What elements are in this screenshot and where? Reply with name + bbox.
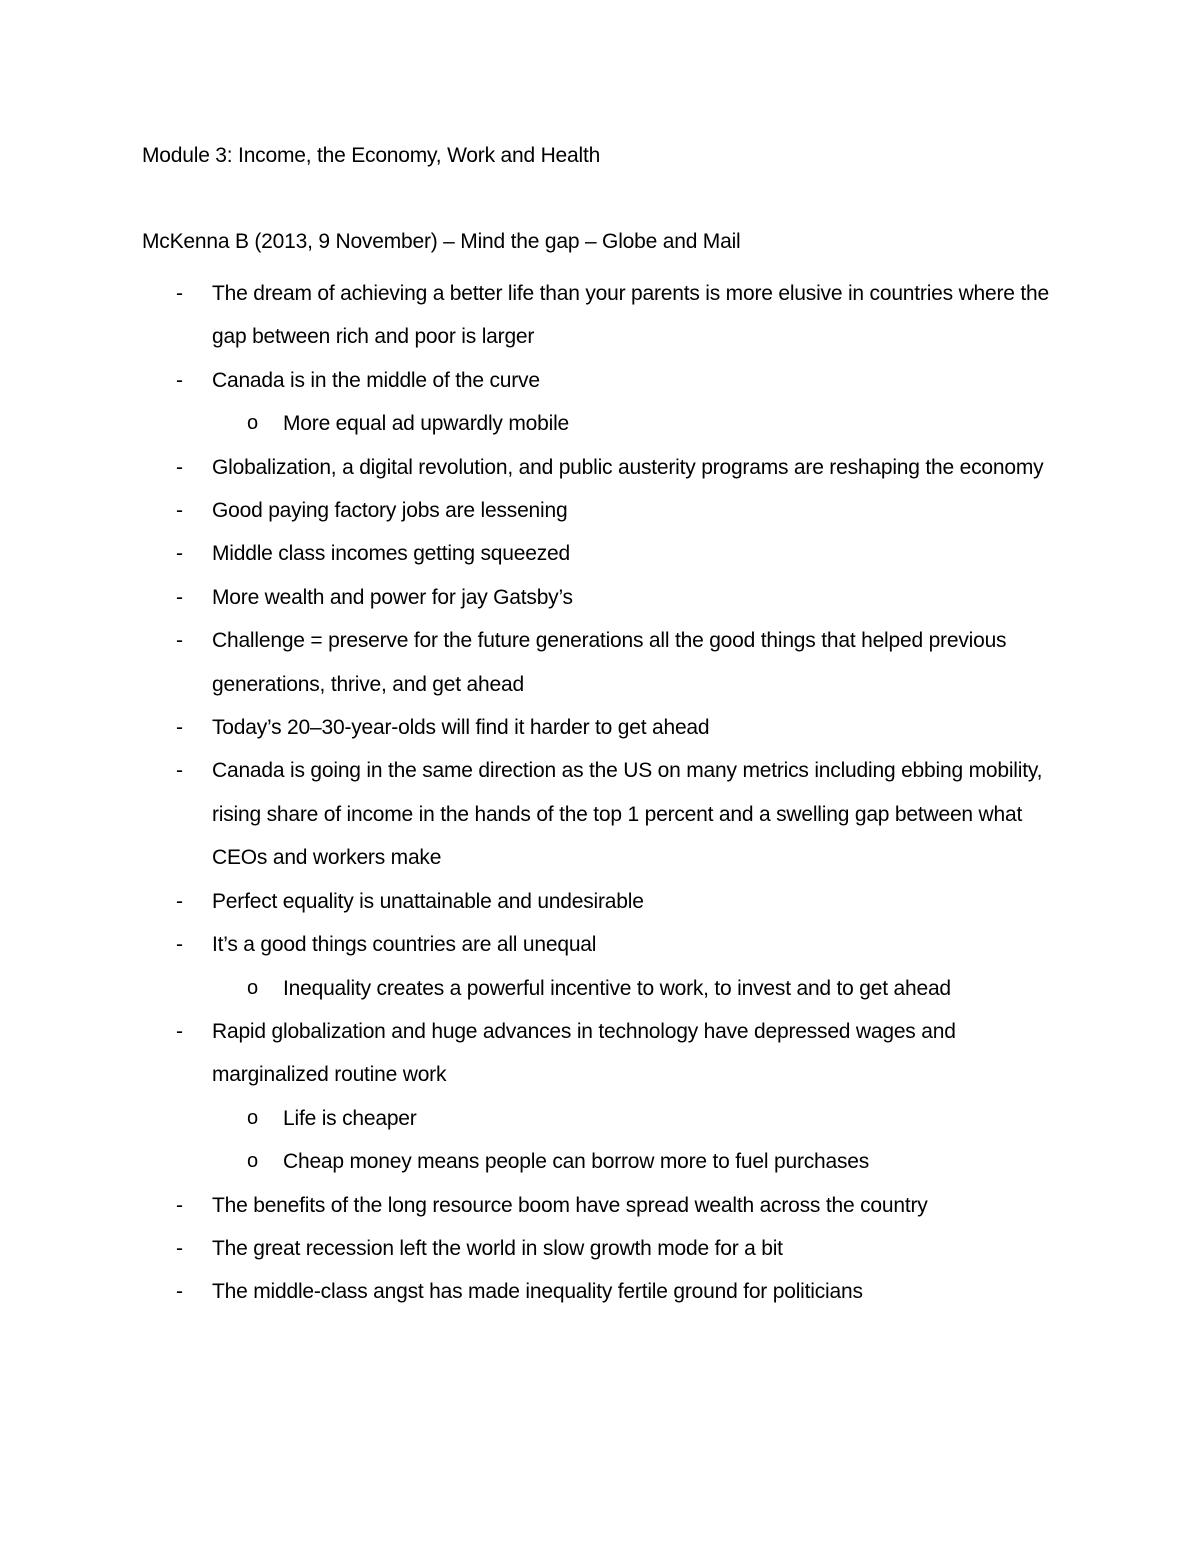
dash-bullet: -: [176, 1236, 183, 1260]
sub-note-item: [0, 1140, 1200, 1183]
dash-bullet: -: [176, 542, 183, 566]
circle-bullet: o: [247, 1106, 258, 1129]
sub-note-item: [0, 1097, 1200, 1140]
dash-bullet: -: [176, 716, 183, 740]
note-text: More wealth and power for jay Gatsby’s: [212, 585, 573, 609]
note-text: Life is cheaper: [283, 1106, 417, 1130]
note-text: The great recession left the world in slow growth mode for a bit: [212, 1236, 783, 1260]
dash-bullet: -: [176, 889, 183, 913]
dash-bullet: -: [176, 629, 183, 653]
article-citation: McKenna B (2013, 9 November) – Mind the gap – Globe and Mail: [142, 230, 741, 253]
dash-bullet: -: [176, 455, 183, 479]
note-text: Canada is in the middle of the curve: [212, 368, 540, 392]
note-text: More equal ad upwardly mobile: [283, 412, 570, 436]
note-item: [0, 272, 1200, 359]
dash-bullet: -: [176, 368, 183, 392]
sub-note-item: [0, 402, 1200, 445]
note-item: [0, 1010, 1200, 1097]
note-item: [0, 880, 1200, 923]
note-text: Cheap money means people can borrow more to fuel purchases: [283, 1150, 870, 1174]
dash-bullet: -: [176, 759, 183, 783]
note-text: Today’s 20–30-year-olds will find it harder to get ahead: [212, 716, 710, 740]
sub-note-item: [0, 967, 1200, 1010]
note-item: [0, 446, 1200, 489]
note-text: Rapid globalization and huge advances in technology have depressed wages and marginalized routine work: [212, 1019, 956, 1087]
module-title: Module 3: Income, the Economy, Work and Health: [142, 144, 601, 167]
note-text: Challenge = preserve for the future generations all the good things that helped previous generations, thrive, and get ahead: [212, 629, 1007, 696]
note-item: [0, 532, 1200, 575]
note-item: [0, 619, 1200, 706]
note-item: [0, 359, 1200, 402]
note-text: The middle-class angst has made inequality fertile ground for politicians: [212, 1280, 863, 1304]
dash-bullet: -: [176, 585, 183, 609]
circle-bullet: o: [247, 1150, 258, 1173]
note-text: Perfect equality is unattainable and undesirable: [212, 889, 644, 913]
note-item: [0, 749, 1200, 879]
dash-bullet: -: [176, 1193, 183, 1217]
note-text: It’s a good things countries are all unequal: [212, 933, 597, 957]
note-item: [0, 576, 1200, 619]
dash-bullet: -: [176, 933, 183, 957]
circle-bullet: o: [247, 976, 258, 999]
note-item: [0, 1184, 1200, 1227]
note-text: Canada is going in the same direction as the US on many metrics including ebbing mobility, rising share of income in the hands of the top 1 percent and a swelling gap between what CEOs and workers make: [212, 759, 1043, 870]
dash-bullet: -: [176, 282, 183, 305]
note-text: Good paying factory jobs are lessening: [212, 499, 568, 523]
note-text: Globalization, a digital revolution, and public austerity programs are reshaping the economy: [212, 455, 1044, 479]
dash-bullet: -: [176, 1019, 183, 1043]
note-text: The benefits of the long resource boom have spread wealth across the country: [212, 1193, 928, 1217]
dash-bullet: -: [176, 499, 183, 523]
note-item: [0, 1227, 1200, 1270]
note-text: Inequality creates a powerful incentive to work, to invest and to get ahead: [283, 976, 951, 1000]
circle-bullet: o: [247, 412, 258, 435]
note-item: [0, 489, 1200, 532]
note-item: [0, 923, 1200, 966]
notes-list: [0, 272, 1200, 1314]
note-item: [0, 1270, 1200, 1313]
note-text: Middle class incomes getting squeezed: [212, 542, 570, 566]
note-item: [0, 706, 1200, 749]
note-text: The dream of achieving a better life than your parents is more elusive in countries where the gap between rich and poor is larger: [212, 282, 1050, 349]
dash-bullet: -: [176, 1280, 183, 1304]
